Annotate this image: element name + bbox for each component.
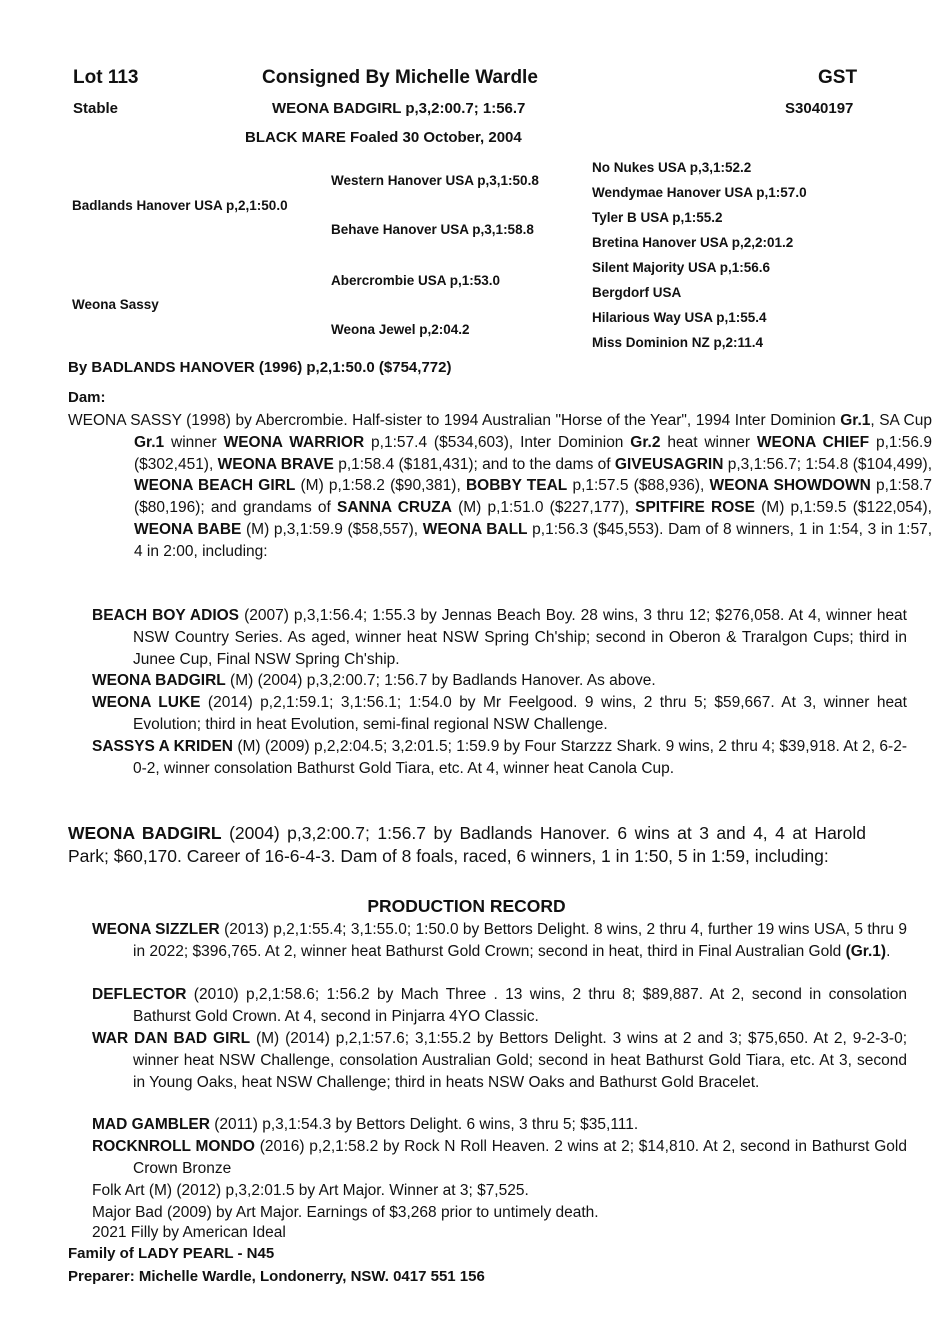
dam-paragraph: WEONA SASSY (1998) by Abercrombie. Half-sister to 1994 Australian "Horse of the Year", 1994 Inter Dominion Gr.1, SA Cup Gr.1 winner WEONA WARRIOR p,1:57.4 ($534,603), Inter Dominion Gr.2 heat winner WEONA CHIEF p,1:56.9 ($302,451), WEONA BRAVE p,1:58.4 ($181,431); and to the dams of GIVEUSAGRIN p,3,1:56.7; 1:54.8 ($104,499), WEONA BEACH GIRL (M) p,1:58.2 ($90,381), BOBBY TEAL p,1:57.5 ($88,936), WEONA SHOWDOWN p,1:58.7 ($80,196); and grandams of SANNA CRUZA (M) p,1:51.0 ($227,177), SPITFIRE ROSE (M) p,1:59.5 ($122,054), WEONA BABE (M) p,3,1:59.9 ($58,557), WEONA BALL p,1:56.3 ($45,553). Dam of 8 winners, 1 in 1:54, 3 in 1:57, 4 in 2:00, including: — [68, 412, 933, 560]
production-record-title: PRODUCTION RECORD — [367, 896, 566, 916]
production-item: WEONA SIZZLER (2013) p,2,1:55.4; 3,1:55.0; 1:50.0 by Bettors Delight. 8 wins, 2 thru 4, further 19 wins USA, 5 thru 9 in 2022; $396,765. At 2, winner heat Bathurst Gold Crown; second in heat, third in Final Australian Gold (Gr.1). — [92, 921, 907, 960]
pedigree-sire-sire: Western Hanover USA p,3,1:50.8 — [331, 173, 539, 188]
other-foal: 2021 Filly by American Ideal — [92, 1224, 286, 1241]
other-foal: Major Bad (2009) by Art Major. Earnings of $3,268 prior to untimely death. — [92, 1204, 599, 1221]
pedigree-dam-sire: Abercrombie USA p,1:53.0 — [331, 273, 501, 288]
sale-code: GST — [818, 67, 858, 88]
foaled-line: BLACK MARE Foaled 30 October, 2004 — [245, 129, 522, 146]
production-item: MAD GAMBLER (2011) p,3,1:54.3 by Bettors Delight. 6 wins, 3 thru 5; $35,111. — [92, 1116, 639, 1133]
preparer-line: Preparer: Michelle Wardle, Londonerry, NSW. 0417 551 156 — [68, 1268, 485, 1285]
main-paragraph: WEONA BADGIRL (2004) p,3,2:00.7; 1:56.7 by Badlands Hanover. 6 wins at 3 and 4, 4 at Harold Park; $60,170. Career of 16-6-4-3. Dam of 8 foals, raced, 6 winners, 1 in 1:50, 5 in 1:59, including: — [68, 823, 866, 866]
dam-progeny-item: BEACH BOY ADIOS (2007) p,3,1:56.4; 1:55.3 by Jennas Beach Boy. 28 wins, 3 thru 12; $276,058. At 4, winner heat NSW Country Series. As aged, winner heat NSW Spring Ch'ship; second in Oberon & Traralgon Cups; third in Junee Cup, Final NSW Spring Ch'ship. — [92, 607, 907, 668]
lot-number: Lot 113 — [73, 67, 139, 88]
pedigree-g4: Bretina Hanover USA p,2,2:01.2 — [592, 235, 794, 250]
pedigree-sire: Badlands Hanover USA p,2,1:50.0 — [72, 198, 288, 213]
pedigree-g1: No Nukes USA p,3,1:52.2 — [592, 160, 752, 175]
dam-progeny-item: WEONA BADGIRL (M) (2004) p,3,2:00.7; 1:56.7 by Badlands Hanover. As above. — [92, 672, 656, 689]
other-foal: Folk Art (M) (2012) p,3,2:01.5 by Art Major. Winner at 3; $7,525. — [92, 1182, 529, 1199]
horse-title: WEONA BADGIRL p,3,2:00.7; 1:56.7 — [272, 100, 526, 117]
horse-id: S3040197 — [785, 100, 854, 117]
pedigree-g2: Wendymae Hanover USA p,1:57.0 — [592, 185, 807, 200]
pedigree-g3: Tyler B USA p,1:55.2 — [592, 210, 723, 225]
production-item: WAR DAN BAD GIRL (M) (2014) p,2,1:57.6; 3,1:55.2 by Bettors Delight. 3 wins at 2 and 3; $75,650. At 2, 9-2-3-0; winner heat NSW Challenge, consolation Australian Gold; second in heat Bathurst Gold Tiara, etc. At 3, second in Young Oaks, heat NSW Challenge; third in heats NSW Oaks and Bathurst Gold Bracelet. — [92, 1030, 907, 1091]
family-line: Family of LADY PEARL - N45 — [68, 1245, 275, 1262]
pedigree-g5: Silent Majority USA p,1:56.6 — [592, 260, 771, 275]
pedigree-dam-dam: Weona Jewel p,2:04.2 — [331, 322, 470, 337]
pedigree-sire-dam: Behave Hanover USA p,3,1:58.8 — [331, 222, 534, 237]
location: Stable — [73, 100, 119, 117]
consignor: Consigned By Michelle Wardle — [262, 67, 538, 88]
dam-label: Dam: — [68, 389, 106, 406]
pedigree-g6: Bergdorf USA — [592, 285, 682, 300]
production-item: DEFLECTOR (2010) p,2,1:58.6; 1:56.2 by Mach Three . 13 wins, 2 thru 8; $89,887. At 2, second in consolation Bathurst Gold Crown. At 4, second in Pinjarra 4YO Classic. — [92, 986, 907, 1025]
by-line: By BADLANDS HANOVER (1996) p,2,1:50.0 ($754,772) — [68, 359, 452, 376]
dam-progeny-item: SASSYS A KRIDEN (M) (2009) p,2,2:04.5; 3,2:01.5; 1:59.9 by Four Starzzz Shark. 9 wins, 2 thru 4; $39,918. At 2, 6-2-0-2, winner consolation Bathurst Gold Tiara, etc. At 4, winner heat Canola Cup. — [92, 738, 907, 777]
pedigree-g7: Hilarious Way USA p,1:55.4 — [592, 310, 767, 325]
production-item: ROCKNROLL MONDO (2016) p,2,1:58.2 by Rock N Roll Heaven. 2 wins at 2; $14,810. At 2, second in Bathurst Gold Crown Bronze — [92, 1138, 907, 1177]
dam-progeny-item: WEONA LUKE (2014) p,2,1:59.1; 3,1:56.1; 1:54.0 by Mr Feelgood. 9 wins, 2 thru 5; $59,667. At 3, winner heat Evolution; third in heat Evolution, semi-final regional NSW Challenge. — [92, 694, 907, 733]
pedigree-g8: Miss Dominion NZ p,2:11.4 — [592, 335, 764, 350]
pedigree-dam: Weona Sassy — [72, 297, 159, 312]
